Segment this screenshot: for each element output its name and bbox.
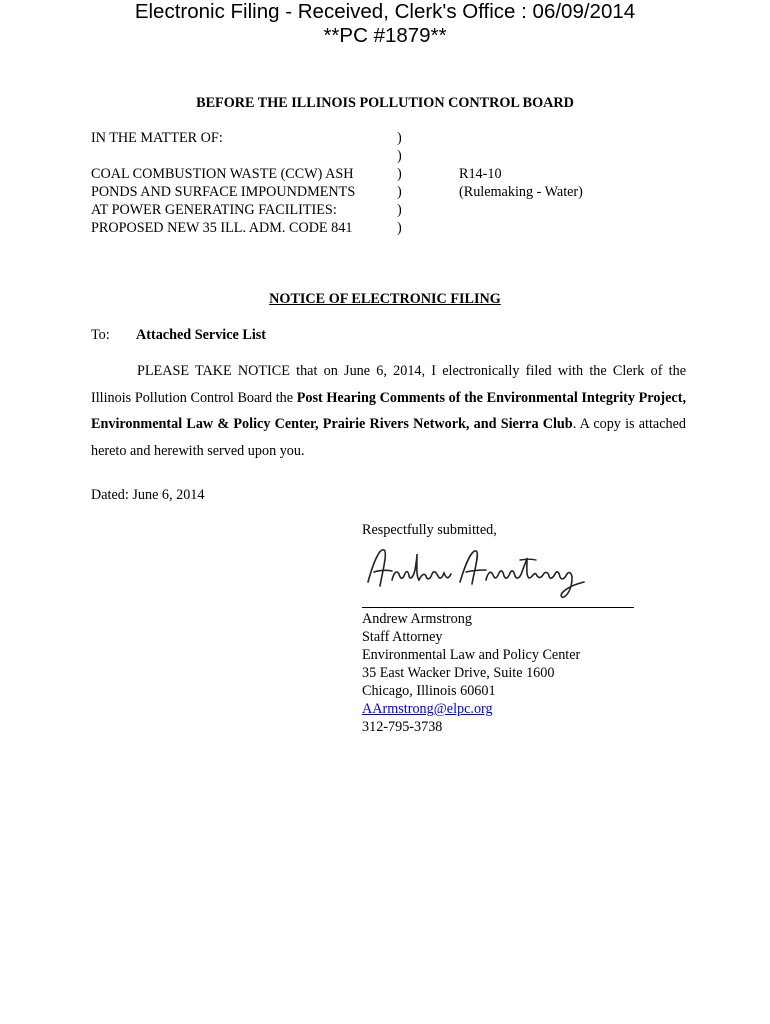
matter-line: PONDS AND SURFACE IMPOUNDMENTS <box>91 184 356 200</box>
signer-name: Andrew Armstrong <box>362 611 472 627</box>
matter-line: AT POWER GENERATING FACILITIES: <box>91 202 337 218</box>
notice-body-document-title: Post Hearing Comments of the Environmental Integrity Project, Environmental Law & Policy Center, Prairie Rivers Network, and Sierra Club <box>91 389 686 432</box>
paren: ) <box>397 184 402 200</box>
paren: ) <box>397 166 402 182</box>
paren: ) <box>397 202 402 218</box>
caption-parentheses <box>397 129 402 237</box>
closing: Respectfully submitted, <box>362 522 497 538</box>
signer-details <box>362 610 580 736</box>
signer-phone: 312-795-3738 <box>362 719 443 735</box>
notice-heading: NOTICE OF ELECTRONIC FILING <box>269 291 501 307</box>
filing-stamp-line1: Electronic Filing - Received, Clerk's Office : 06/09/2014 <box>134 0 636 23</box>
signer-title: Staff Attorney <box>362 629 443 645</box>
handwritten-signature <box>364 540 589 600</box>
filing-stamp-line2: **PC #1879** <box>323 24 447 47</box>
matter-line: IN THE MATTER OF: <box>91 130 223 146</box>
signature-line <box>362 607 634 608</box>
docket-type: (Rulemaking - Water) <box>459 184 583 200</box>
signer-address-line2: Chicago, Illinois 60601 <box>362 683 496 699</box>
signer-address-line1: 35 East Wacker Drive, Suite 1600 <box>362 665 555 681</box>
signer-email-link[interactable]: AArmstrong@elpc.org <box>362 701 493 717</box>
notice-body <box>91 358 686 464</box>
matter-caption <box>91 129 355 237</box>
paren: ) <box>397 130 402 146</box>
signer-organization: Environmental Law and Policy Center <box>362 647 581 663</box>
dated-line: Dated: June 6, 2014 <box>91 487 205 503</box>
notice-body-end: . A copy is attached hereto and herewith served upon you. <box>91 416 687 459</box>
paren: ) <box>397 148 402 164</box>
to-label: To: <box>91 327 110 343</box>
paren: ) <box>397 220 402 236</box>
docket-number: R14-10 <box>459 166 502 182</box>
matter-line: PROPOSED NEW 35 ILL. ADM. CODE 841 <box>91 220 353 236</box>
notice-body-intro: PLEASE TAKE NOTICE that on June 6, 2014, I electronically filed with the Clerk of the Illinois Pollution Control Board the <box>91 363 686 406</box>
to-value: Attached Service List <box>136 327 267 343</box>
matter-line-blank <box>91 147 355 165</box>
docket-info <box>459 165 583 201</box>
matter-line: COAL COMBUSTION WASTE (CCW) ASH <box>91 166 354 182</box>
board-title: BEFORE THE ILLINOIS POLLUTION CONTROL BOARD <box>196 95 574 111</box>
